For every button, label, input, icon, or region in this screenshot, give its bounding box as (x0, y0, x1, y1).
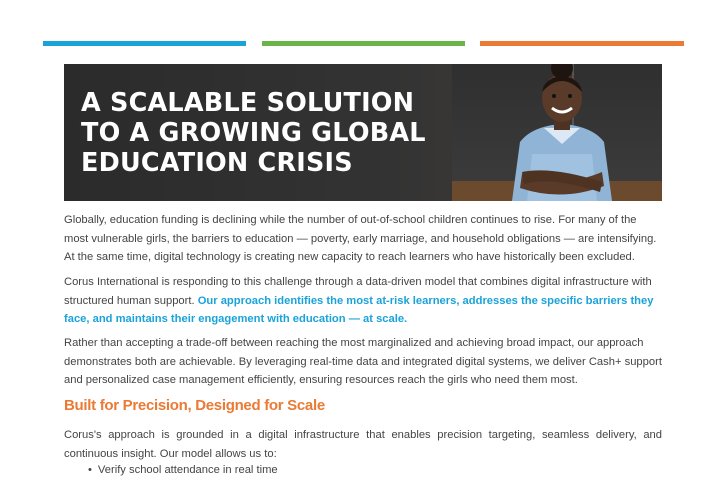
section-heading: Built for Precision, Designed for Scale (64, 397, 325, 414)
approach-highlight: Our approach identifies the most at-risk learners, addresses the specific barriers they face, and maintains their engagement with education — at scale. (64, 294, 654, 325)
approach-paragraph (64, 273, 662, 329)
title-line-3: EDUCATION CRISIS (81, 148, 353, 178)
impact-paragraph: Rather than accepting a trade-off between reaching the most marginalized and achieving broad impact, our approach demonstrates both are achievable. By leveraging real-time data and integrated digital systems, we deliver Cash+ support and personalized case management efficiently, ensuring resources reach the girls who need them most. (64, 337, 662, 386)
page-title (81, 88, 521, 178)
model-paragraph: Corus's approach is grounded in a digital infrastructure that enables precision targeting, seamless delivery, and continuous insight. Our model allows us to: (64, 429, 662, 460)
title-line-1: A SCALABLE SOLUTION (81, 88, 415, 118)
approach-text: Corus International is responding to this challenge through a data-driven model that combines digital infrastructure with structured human support. (64, 276, 652, 307)
intro-paragraph: Globally, education funding is declining while the number of out-of-school children continues to rise. For many of the most vulnerable girls, the barriers to education — poverty, early marriage, and household obligations — are intensifying. At the same time, digital technology is creating new capacity to reach learners who have historically been excluded. (64, 214, 657, 263)
green-accent-stripe (262, 41, 465, 46)
hero-banner (64, 64, 662, 201)
blue-accent-stripe (43, 41, 246, 46)
orange-accent-stripe (480, 41, 684, 46)
title-line-2: TO A GROWING GLOBAL (81, 118, 426, 148)
bullet-item: • Verify school attendance in real time (88, 464, 278, 476)
